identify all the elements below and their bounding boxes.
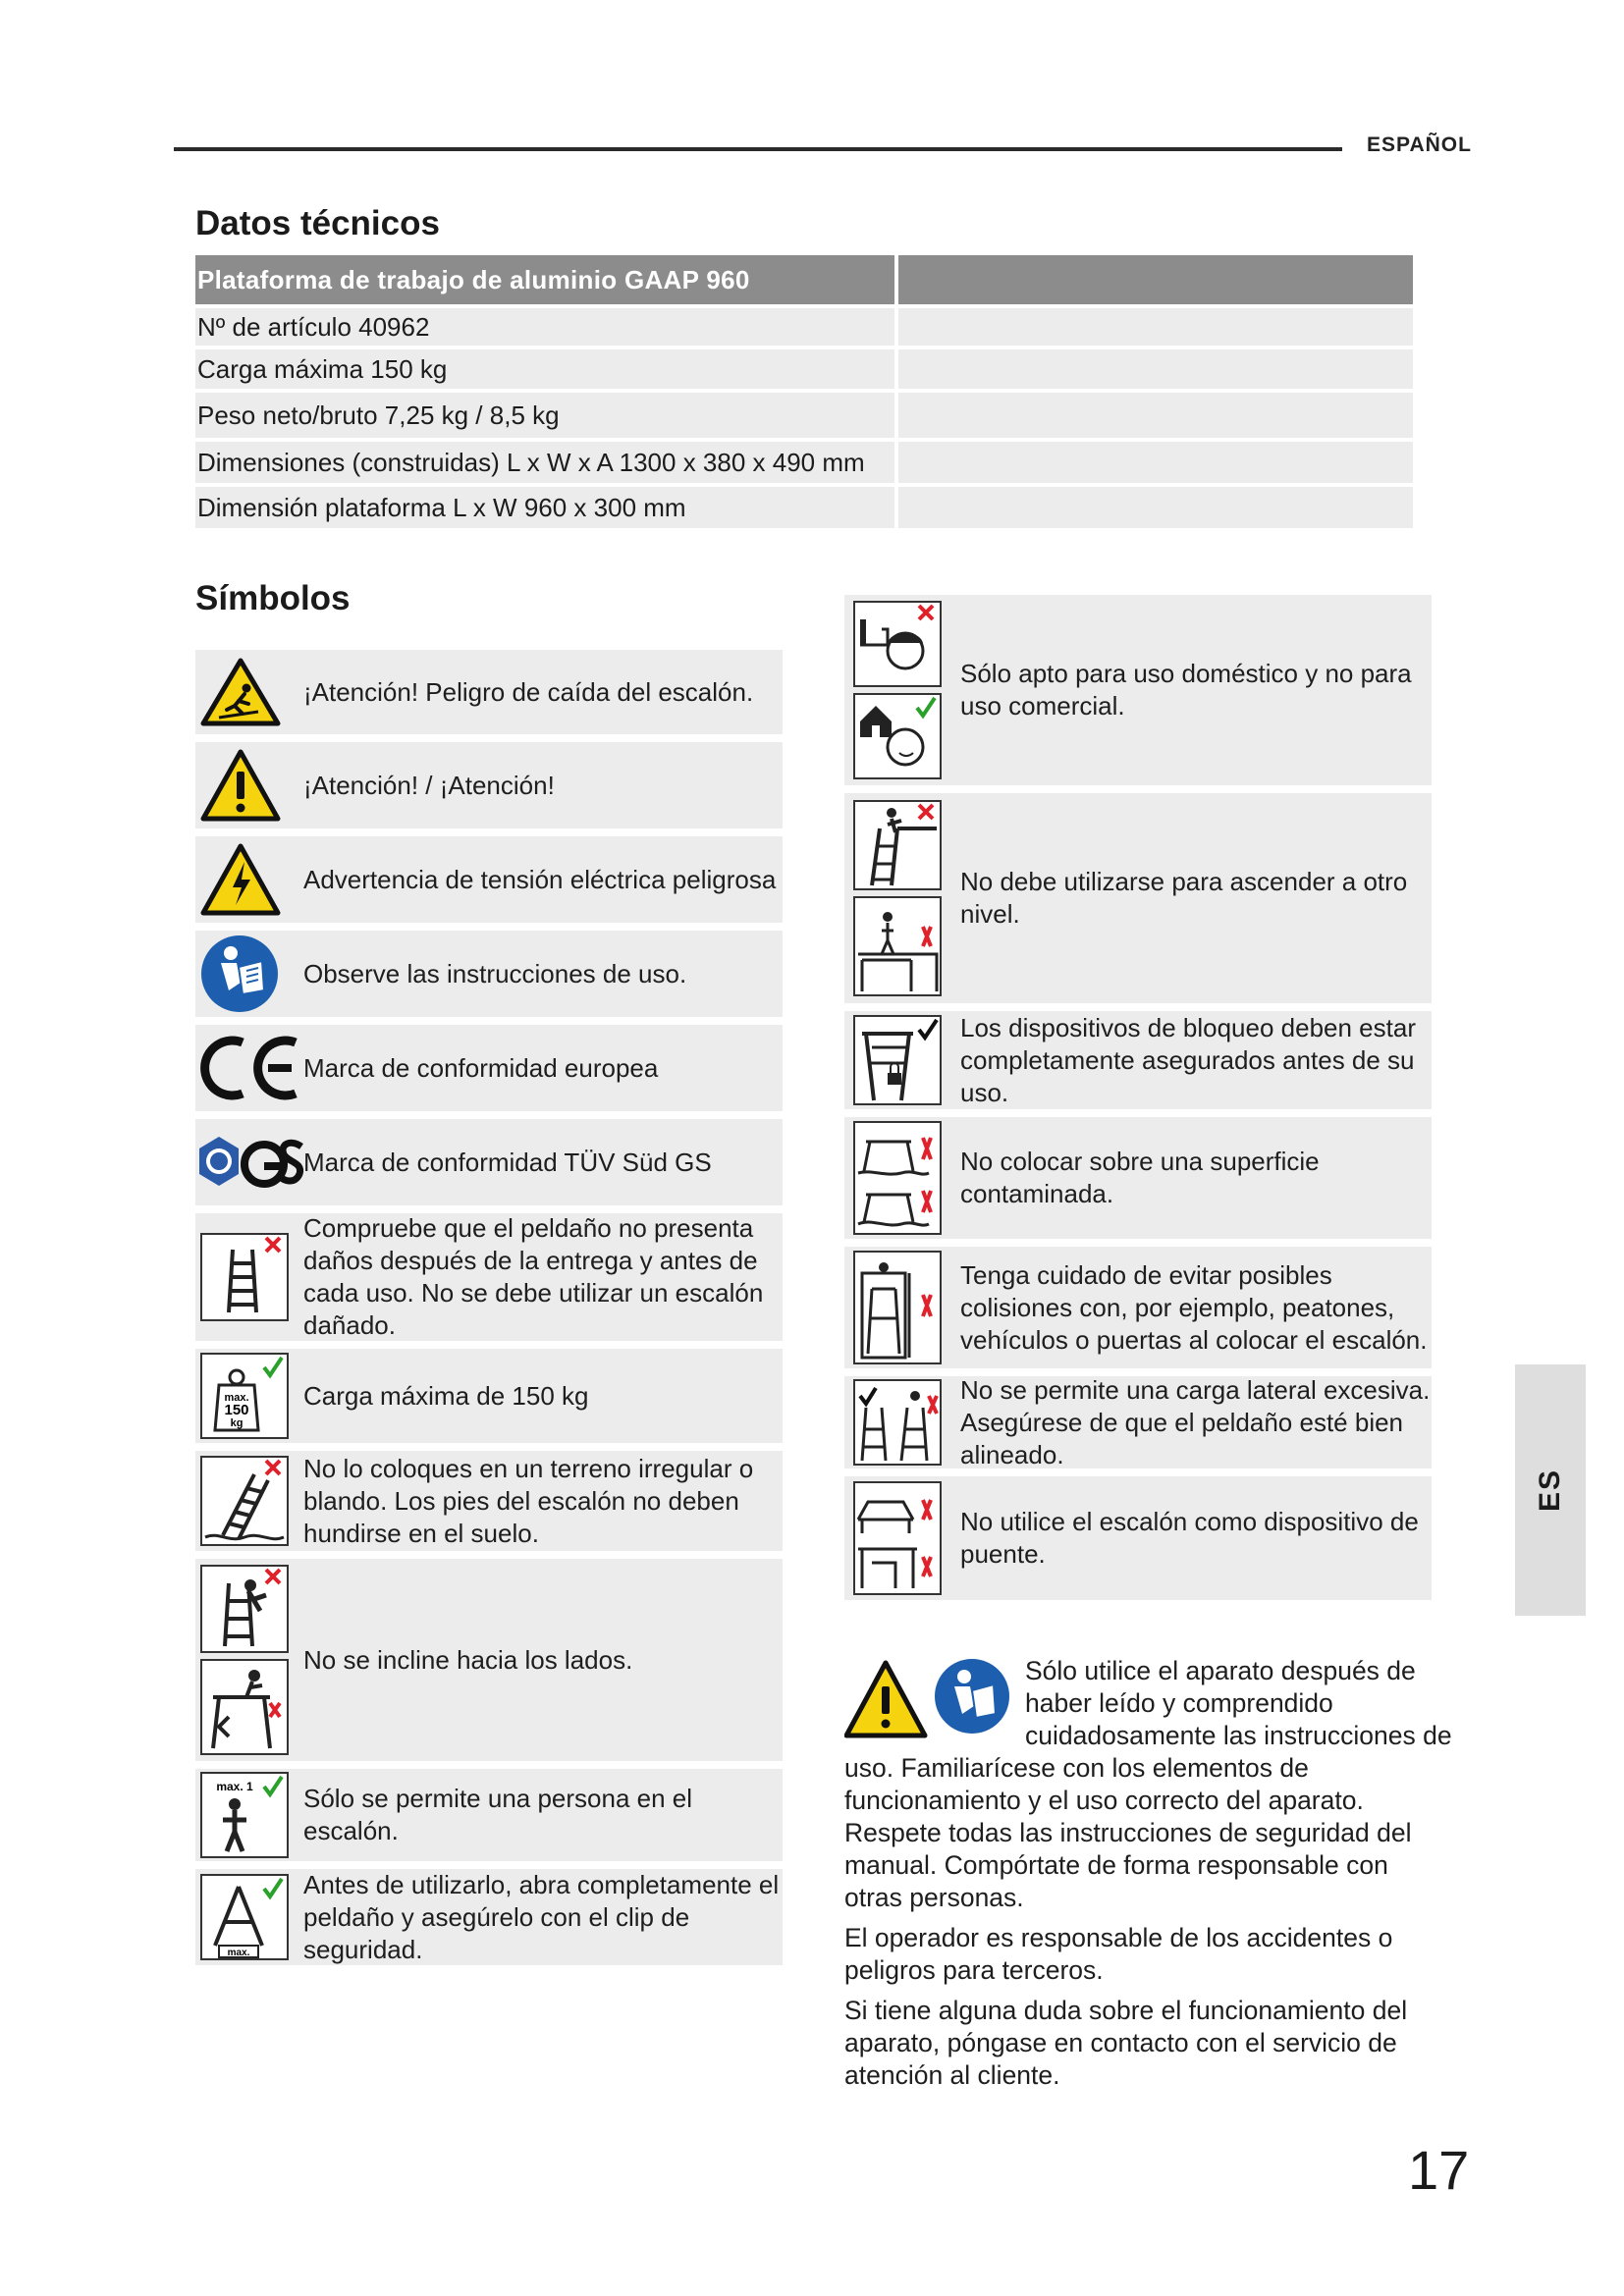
notice-paragraph: Si tiene alguna duda sobre el funcionamiento del aparato, póngase en contacto con el servicio de atención al cliente. bbox=[844, 1996, 1408, 2090]
symbol-row bbox=[195, 1769, 783, 1861]
notice-paragraph: Sólo utilice el aparato después de haber leído y comprendido cuidadosamente las instrucciones de uso. Familiarícese con los elementos de funcionamiento y el uso correcto del aparato. Respete todas las instrucciones de seguridad del manual. Compórtate de forma responsable con otras personas. bbox=[844, 1656, 1452, 1912]
table-cell: Dimensiones (construidas) L x W x A 1300 x 380 x 490 mm bbox=[195, 442, 894, 483]
symbol-row bbox=[844, 1476, 1432, 1600]
symbol-row bbox=[844, 1011, 1432, 1109]
table-header-row bbox=[195, 255, 1413, 304]
symbol-row bbox=[844, 595, 1432, 785]
symbol-label: Marca de conformidad TÜV Süd GS bbox=[303, 1147, 712, 1177]
symbol-label: No colocar sobre una superficie contaminada. bbox=[960, 1147, 1320, 1208]
svg-text:max.: max. bbox=[224, 1392, 249, 1404]
notice-paragraph: El operador es responsable de los accidentes o peligros para terceros. bbox=[844, 1923, 1393, 1985]
svg-text:150: 150 bbox=[224, 1402, 249, 1418]
symbol-row bbox=[195, 1349, 783, 1443]
contaminated-surface-icon bbox=[852, 1120, 943, 1236]
symbol-label: No se permite una carga lateral excesiva. Asegúrese de que el peldaño esté bien alineado. bbox=[960, 1374, 1431, 1469]
symbol-row bbox=[844, 1117, 1432, 1239]
page-number: 17 bbox=[1408, 2139, 1470, 2201]
symbol-label: ¡Atención! / ¡Atención! bbox=[303, 770, 555, 800]
symbol-label: Compruebe que el peldaño no presenta daños después de la entrega y antes de cada uso. No se debe utilizar un escalón dañado. bbox=[303, 1213, 764, 1340]
no-bridge-icon bbox=[852, 1480, 943, 1596]
language-side-tab: ES bbox=[1515, 1364, 1586, 1616]
symbol-row bbox=[195, 1869, 783, 1965]
read-manual-icon bbox=[199, 934, 280, 1014]
symbol-row bbox=[195, 931, 783, 1017]
collision-icon bbox=[852, 1250, 943, 1365]
symbols-title: Símbolos bbox=[195, 579, 351, 617]
locking-device-icon bbox=[852, 1014, 943, 1106]
symbol-label: No se incline hacia los lados. bbox=[303, 1644, 633, 1675]
symbol-label: Los dispositivos de bloqueo deben estar completamente asegurados antes de su uso. bbox=[960, 1012, 1416, 1107]
header-language: ESPAÑOL bbox=[1367, 133, 1472, 156]
uneven-ground-icon bbox=[199, 1455, 290, 1547]
symbol-label: No lo coloques en un terreno irregular o blando. Los pies del escalón no deben hundirse en el suelo. bbox=[303, 1453, 754, 1548]
symbol-label: No debe utilizarse para ascender a otro nivel. bbox=[960, 867, 1408, 929]
svg-text:max. 1: max. 1 bbox=[216, 1780, 253, 1793]
open-fully-icon bbox=[199, 1873, 290, 1961]
symbol-label: No utilice el escalón como dispositivo de puente. bbox=[960, 1507, 1419, 1569]
symbol-row bbox=[195, 650, 783, 734]
domestic-use-icon bbox=[852, 692, 943, 780]
symbol-label: ¡Atención! Peligro de caída del escalón. bbox=[303, 676, 754, 707]
symbol-row bbox=[844, 1247, 1432, 1368]
symbol-label: Marca de conformidad europea bbox=[303, 1052, 659, 1083]
ce-mark-icon bbox=[199, 1033, 301, 1103]
symbol-row bbox=[195, 1213, 783, 1341]
symbol-label: Advertencia de tensión eléctrica peligrosa bbox=[303, 864, 777, 894]
symbol-row bbox=[195, 1451, 783, 1551]
table-header-cell: Plataforma de trabajo de aluminio GAAP 960 bbox=[195, 255, 894, 304]
technical-data-table bbox=[195, 255, 1413, 528]
table-cell: Nº de artículo 40962 bbox=[195, 308, 894, 346]
falling-warning-icon bbox=[199, 657, 282, 727]
commercial-use-icon bbox=[852, 600, 943, 688]
max-load-icon bbox=[199, 1352, 290, 1440]
table-cell: Carga máxima 150 kg bbox=[195, 349, 894, 389]
symbol-label: Carga máxima de 150 kg bbox=[303, 1380, 589, 1411]
damaged-ladder-icon bbox=[199, 1232, 290, 1322]
symbol-row bbox=[195, 1025, 783, 1111]
table-row bbox=[195, 487, 1413, 528]
symbol-row bbox=[844, 1376, 1432, 1468]
symbol-label: Sólo se permite una persona en el escalón. bbox=[303, 1784, 693, 1845]
symbol-row bbox=[195, 1119, 783, 1205]
table-row bbox=[195, 349, 1413, 389]
svg-text:kg: kg bbox=[230, 1417, 244, 1429]
table-cell: Peso neto/bruto 7,25 kg / 8,5 kg bbox=[195, 393, 894, 438]
electric-warning-icon bbox=[199, 842, 282, 917]
no-climb-icon bbox=[852, 799, 943, 891]
header-rule bbox=[174, 147, 1342, 151]
symbol-row bbox=[195, 836, 783, 923]
table-row bbox=[195, 308, 1413, 346]
lean-sideways-icon bbox=[199, 1564, 290, 1654]
table-row bbox=[195, 442, 1413, 483]
symbol-row bbox=[844, 793, 1432, 1003]
table-row bbox=[195, 393, 1413, 438]
symbol-label: Tenga cuidado de evitar posibles colisiones con, por ejemplo, peatones, vehículos o puertas al colocar el escalón. bbox=[960, 1259, 1428, 1355]
symbol-label: Sólo apto para uso doméstico y no para uso comercial. bbox=[960, 659, 1412, 721]
symbol-row bbox=[195, 1559, 783, 1761]
symbol-row bbox=[195, 742, 783, 828]
lean-sideways-platform-icon bbox=[199, 1658, 290, 1756]
table-cell: Dimensión plataforma L x W 960 x 300 mm bbox=[195, 487, 894, 528]
symbol-label: Antes de utilizarlo, abra completamente el peldaño y asegúrelo con el clip de seguridad. bbox=[303, 1869, 780, 1964]
svg-text:max.: max. bbox=[227, 1948, 250, 1958]
technical-data-title: Datos técnicos bbox=[195, 204, 440, 242]
symbol-label: Observe las instrucciones de uso. bbox=[303, 958, 687, 988]
no-climb-platform-icon bbox=[852, 895, 943, 997]
tuv-gs-mark-icon bbox=[195, 1135, 305, 1190]
notice-text bbox=[844, 1655, 1453, 2100]
one-person-icon bbox=[199, 1771, 290, 1859]
side-load-icon bbox=[852, 1378, 943, 1467]
table-header-empty-cell bbox=[898, 255, 1413, 304]
exclamation-warning-icon bbox=[199, 748, 282, 823]
